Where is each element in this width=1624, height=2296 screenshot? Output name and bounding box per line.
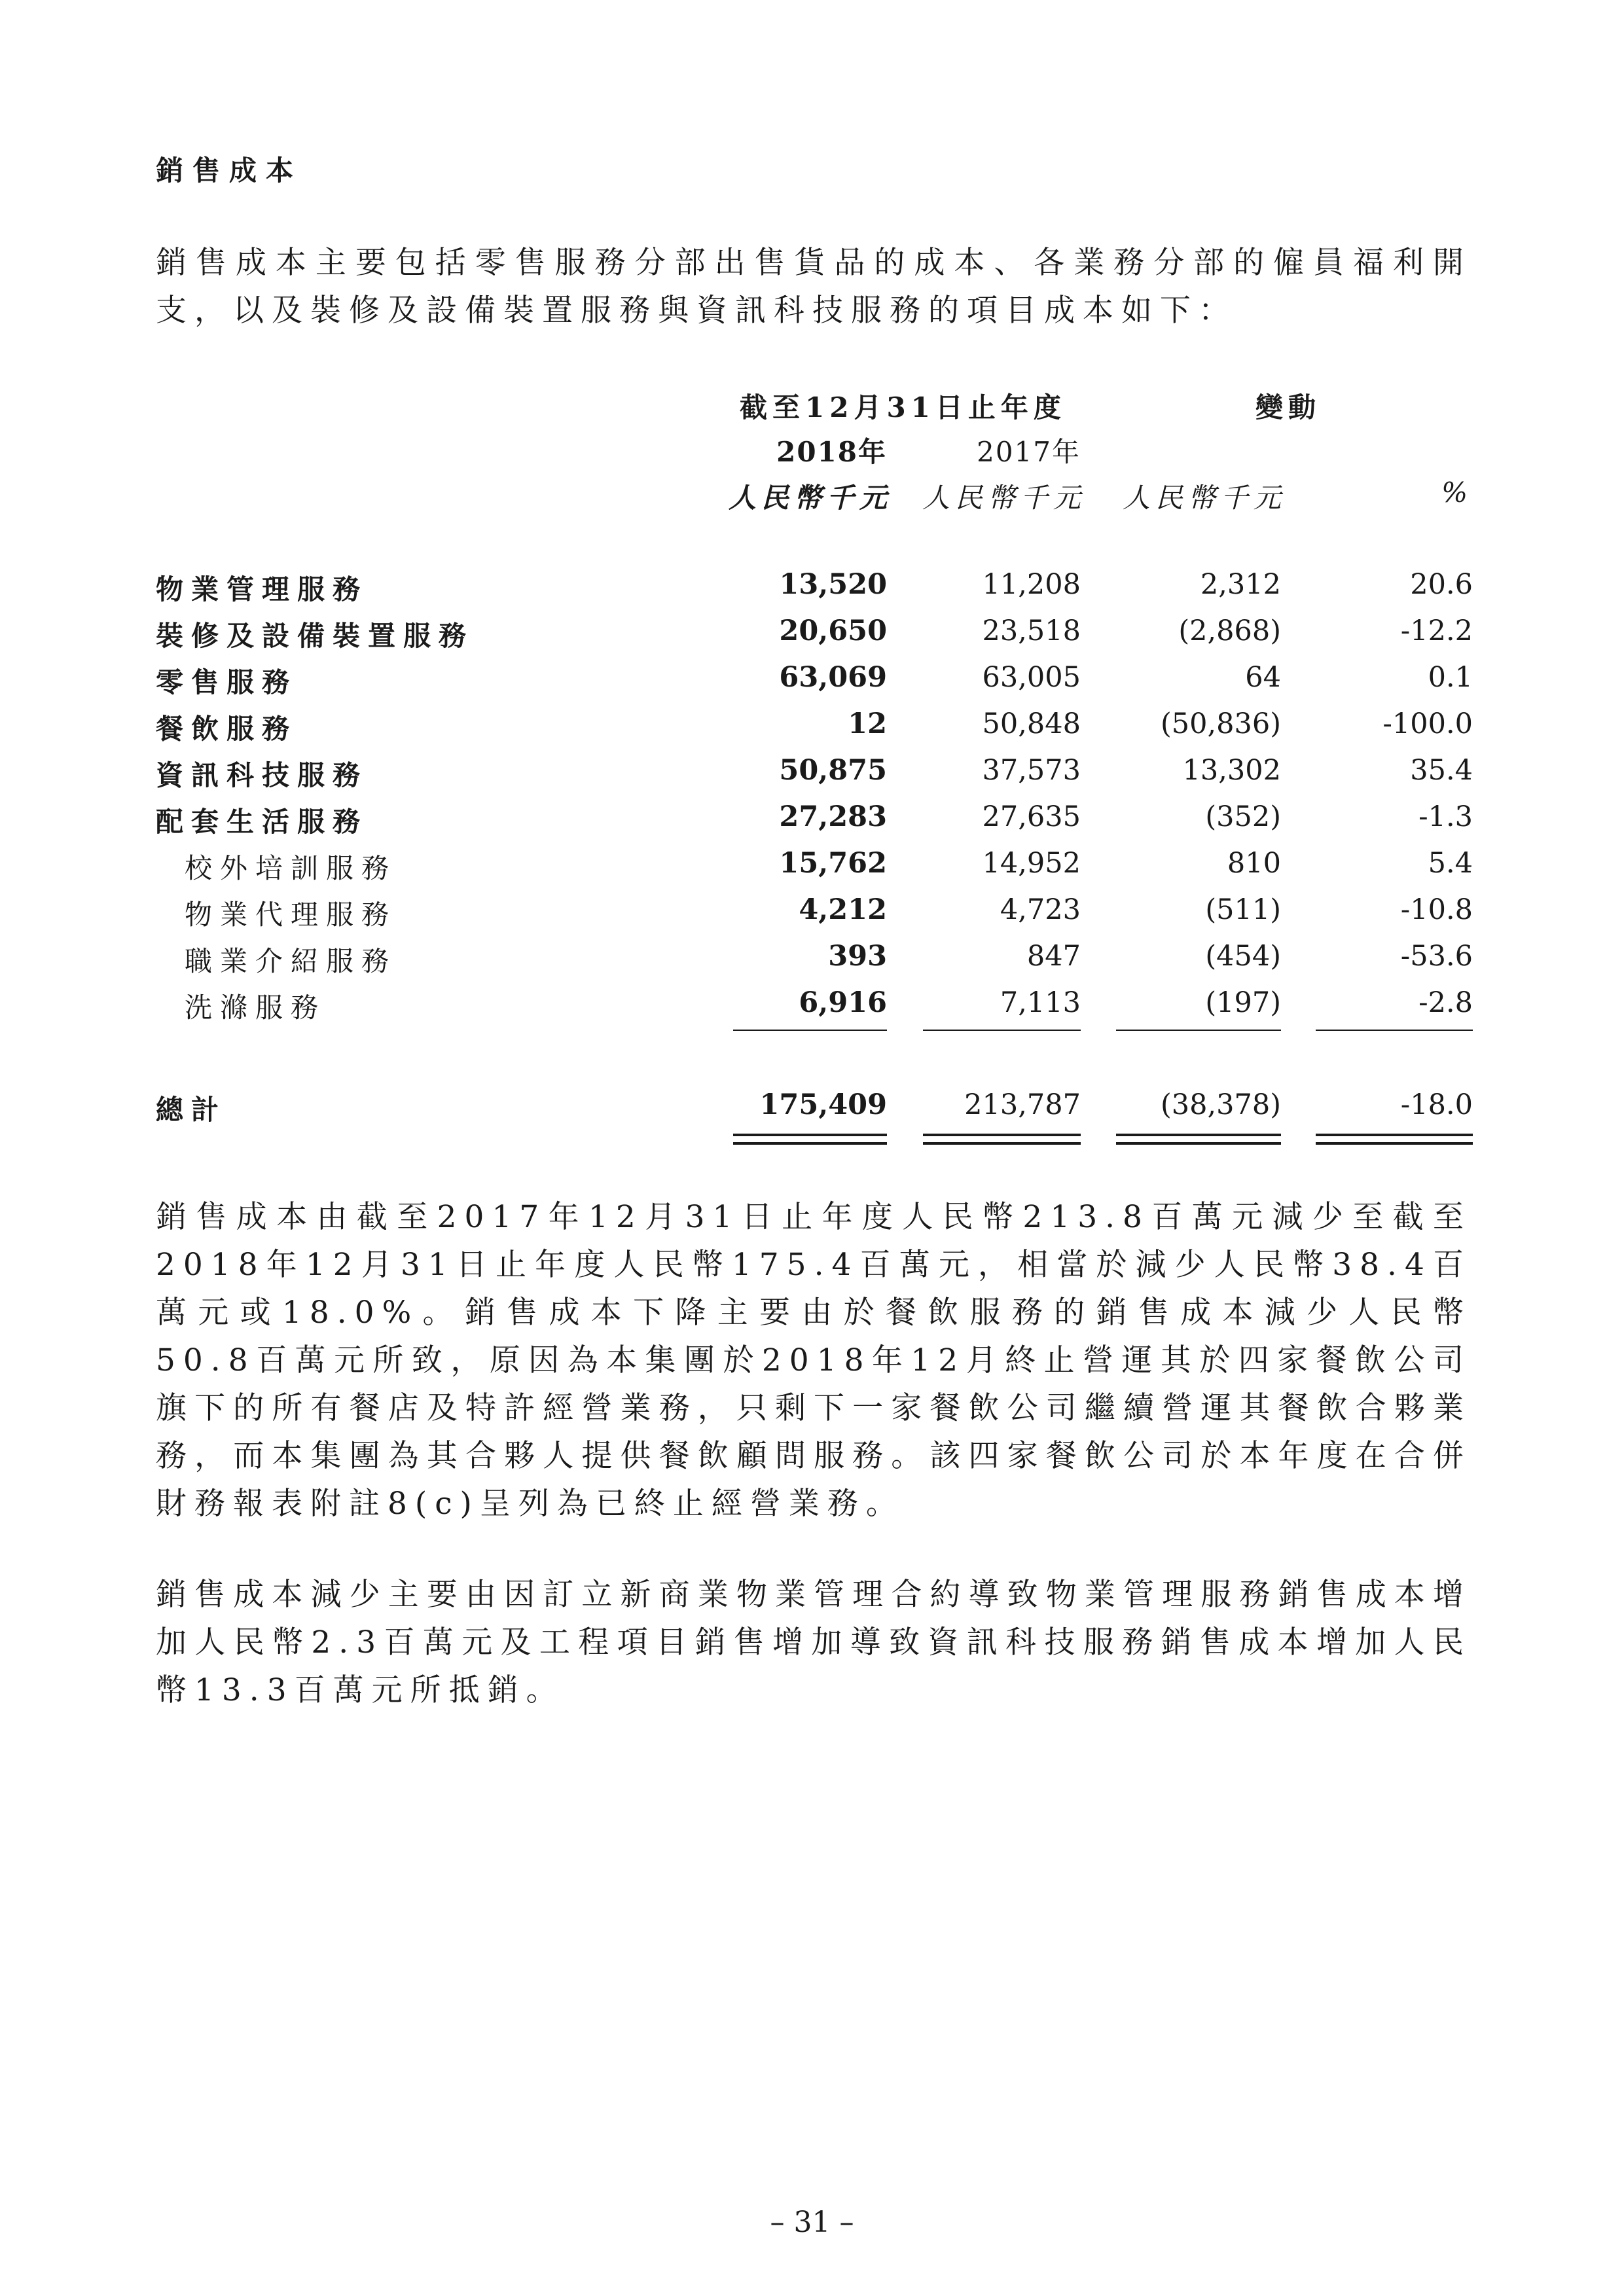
total-rule [923,1142,1081,1145]
value-2018: 13,520 [779,568,887,601]
value-change: (197) [1205,986,1281,1019]
total-rule [1316,1142,1473,1145]
explanation-paragraph-1: 銷售成本由截至2017年12月31日止年度人民幣213.8百萬元減少至截至2018年12月31日止年度人民幣175.4百萬元，相當於減少人民幣38.4百萬元或18.0%。銷售成本下降主要由於餐飲服務的銷售成本減少人民幣50.8百萬元所致，原因為本集團於2018年12月終止營運其於四家餐飲公司旗下的所有餐店及特許經營業務，只剩下一家餐飲公司繼續營運其餐飲合夥業務，而本集團為其合夥人提供餐飲顧問服務。該四家餐飲公司於本年度在合併財務報表附註8(c)呈列為已終止經營業務。 [156,1199,1471,1522]
value-change: (2,868) [1178,615,1281,647]
value-2018: 393 [828,940,887,973]
year-2017-header: 2017年 [977,436,1081,468]
row-label: 資訊科技服務 [156,759,369,791]
value-percent: -12.2 [1400,615,1473,647]
total-change: (38,378) [1160,1088,1281,1121]
row-label: 校外培訓服務 [185,852,397,884]
row-label: 配套生活服務 [156,806,369,838]
year-2018-header: 2018年 [776,436,887,468]
value-percent: -1.3 [1418,800,1473,833]
value-2017: 847 [1026,940,1081,973]
table-row [0,661,1624,700]
row-label: 洗滌服務 [185,992,327,1024]
total-rule [733,1142,887,1145]
period-header: 截至12月31日止年度 [740,391,1066,423]
row-label: 餐飲服務 [156,713,298,745]
section-heading: 銷售成本 [156,154,303,187]
value-2018: 15,762 [779,847,887,880]
row-label: 裝修及設備裝置服務 [156,620,475,652]
subtotal-rule [733,1030,887,1031]
subtotal-rule [923,1030,1081,1031]
total-rule [1316,1134,1473,1136]
subtotal-rule [1116,1030,1281,1031]
change-header: 變動 [1255,391,1322,423]
value-percent: 35.4 [1410,754,1473,787]
total-rule [733,1134,887,1136]
value-change: 64 [1245,661,1281,694]
value-2018: 63,069 [779,661,887,694]
row-label: 零售服務 [156,666,298,698]
table-row [0,568,1624,607]
row-label: 物業管理服務 [156,573,369,605]
value-percent: 0.1 [1428,661,1473,694]
value-change: 2,312 [1200,568,1281,601]
value-2018: 50,875 [779,754,887,787]
value-2017: 7,113 [1000,986,1081,1019]
table-row [0,615,1624,654]
row-label: 職業介紹服務 [185,945,397,977]
value-percent: -10.8 [1400,893,1473,926]
value-change: (352) [1205,800,1281,833]
total-rule [1116,1134,1281,1136]
value-percent: -100.0 [1382,708,1473,740]
unit-percent: % [1441,476,1473,509]
table-row [0,893,1624,933]
value-2017: 50,848 [982,708,1081,740]
value-2017: 37,573 [982,754,1081,787]
value-2017: 27,635 [982,800,1081,833]
value-percent: -53.6 [1400,940,1473,973]
value-2017: 14,952 [982,847,1081,880]
total-row [0,1088,1624,1128]
page-number: – 31 – [770,2206,854,2239]
subtotal-rule [1316,1030,1473,1031]
total-2018: 175,409 [759,1088,887,1121]
explanation-paragraph-2: 銷售成本減少主要由因訂立新商業物業管理合約導致物業管理服務銷售成本增加人民幣2.3百萬元及工程項目銷售增加導致資訊科技服務銷售成本增加人民幣13.3百萬元所抵銷。 [156,1577,1471,1708]
total-percent: -18.0 [1400,1088,1473,1121]
value-percent: -2.8 [1418,986,1473,1019]
value-percent: 20.6 [1410,568,1473,601]
value-2018: 4,212 [799,893,887,926]
value-2018: 20,650 [779,615,887,647]
table-row [0,754,1624,793]
value-2017: 4,723 [1000,893,1081,926]
total-rule [923,1134,1081,1136]
table-row [0,800,1624,840]
total-2017: 213,787 [964,1088,1081,1121]
unit-2017: 人民幣千元 [922,482,1086,514]
intro-paragraph: 銷售成本主要包括零售服務分部出售貨品的成本、各業務分部的僱員福利開支，以及裝修及設備裝置服務與資訊科技服務的項目成本如下： [156,245,1471,329]
value-percent: 5.4 [1428,847,1473,880]
value-change: 13,302 [1182,754,1281,787]
unit-change: 人民幣千元 [1122,482,1286,514]
value-2018: 12 [848,708,887,740]
total-label: 總計 [156,1094,227,1126]
value-2017: 63,005 [982,661,1081,694]
unit-2018: 人民幣千元 [728,482,892,514]
table-row [0,708,1624,747]
value-2018: 6,916 [799,986,887,1019]
value-change: (511) [1205,893,1281,926]
value-change: (50,836) [1160,708,1281,740]
total-rule [1116,1142,1281,1145]
value-2018: 27,283 [779,800,887,833]
value-2017: 23,518 [982,615,1081,647]
table-row [0,940,1624,979]
value-2017: 11,208 [982,568,1081,601]
value-change: 810 [1227,847,1281,880]
value-change: (454) [1205,940,1281,973]
table-row [0,847,1624,886]
row-label: 物業代理服務 [185,899,397,931]
table-row [0,986,1624,1026]
